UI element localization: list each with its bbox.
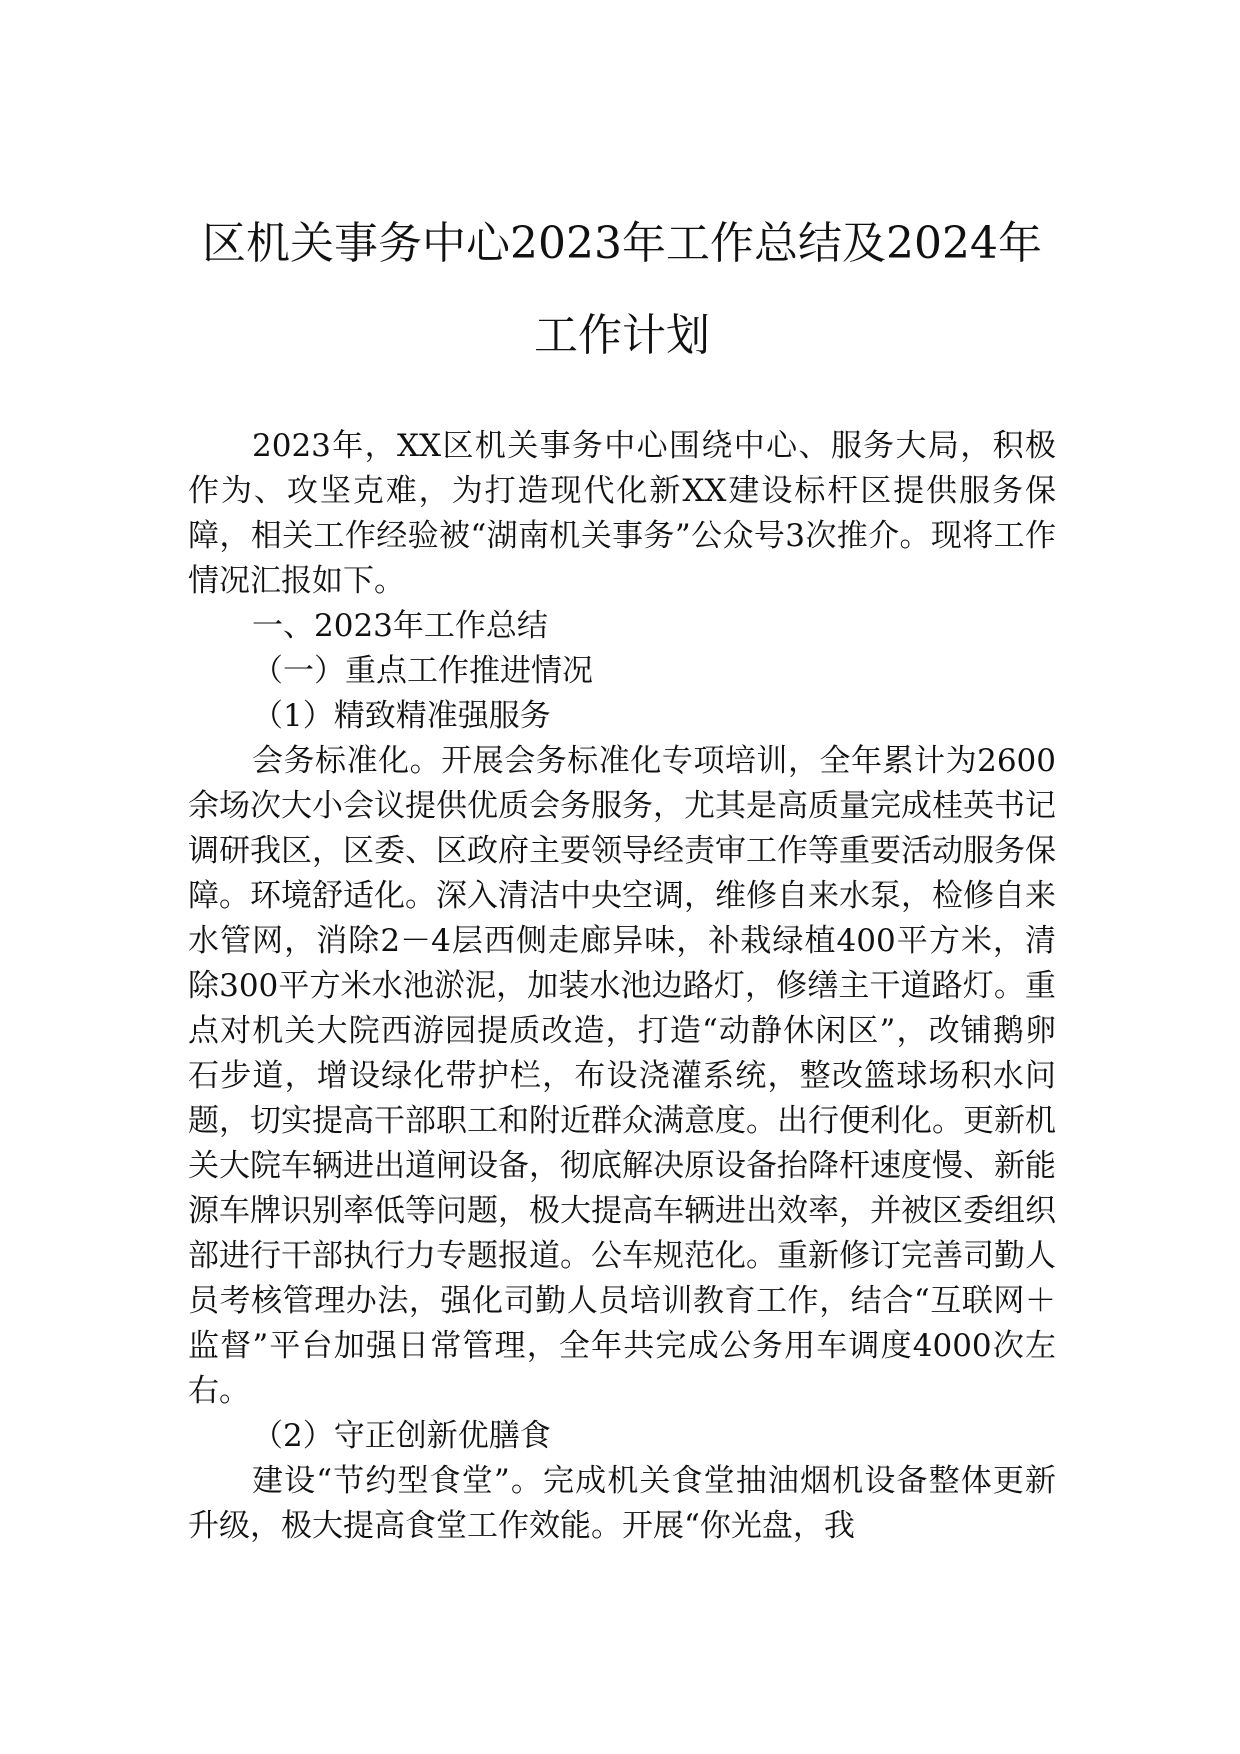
intro-paragraph: 2023年，XX区机关事务中心围绕中心、服务大局，积极作为、攻坚克难，为打造现代化新XX建设标杆区提供服务保障，相关工作经验被“湖南机关事务”公众号3次推介。现将工作情况汇报如下。: [188, 428, 1056, 599]
document-body: [188, 424, 1056, 1549]
item-heading-1: （1）精致精准强服务: [252, 698, 551, 734]
section-heading: 一、2023年工作总结: [252, 608, 548, 644]
item-heading-2: （2）守正创新优膳食: [252, 1418, 551, 1454]
document-title-line2: 工作计划: [534, 310, 710, 361]
document-title-line1: 区机关事务中心2023年工作总结及2024年: [202, 218, 1042, 269]
subsection-heading: （一）重点工作推进情况: [252, 653, 593, 689]
item-paragraph-2: 建设“节约型食堂”。完成机关食堂抽油烟机设备整体更新升级，极大提高食堂工作效能。开展“你光盘，我: [188, 1463, 1056, 1544]
item-paragraph-1: 会务标准化。开展会务标准化专项培训，全年累计为2600余场次大小会议提供优质会务服务，尤其是高质量完成桂英书记调研我区，区委、区政府主要领导经责审工作等重要活动服务保障。环境舒适化。深入清洁中央空调，维修自来水泵，检修自来水管网，消除2－4层西侧走廊异味，补栽绿植400平方米，清除300平方米水池淤泥，加装水池边路灯，修缮主干道路灯。重点对机关大院西游园提质改造，打造“动静休闲区”，改铺鹅卵石步道，增设绿化带护栏，布设浇灌系统，整改篮球场积水问题，切实提高干部职工和附近群众满意度。出行便利化。更新机关大院车辆进出道闸设备，彻底解决原设备抬降杆速度慢、新能源车牌识别率低等问题，极大提高车辆进出效率，并被区委组织部进行干部执行力专题报道。公车规范化。重新修订完善司勤人员考核管理办法，强化司勤人员培训教育工作，结合“互联网＋监督”平台加强日常管理，全年共完成公务用车调度4000次左右。: [188, 743, 1056, 1409]
